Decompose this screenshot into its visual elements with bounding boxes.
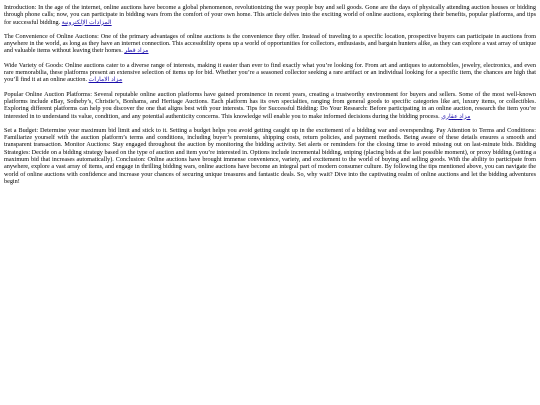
paragraph-platforms [4, 91, 536, 120]
paragraph-budget-conclusion [4, 127, 536, 185]
link-real-estate-auction-arabic[interactable]: مزاد عقاري [441, 112, 471, 120]
paragraph-text: Wide Variety of Goods: Online auctions cater to a diverse range of interests, making it easier than ever to find exactly what you’re looking for. From art and antiques to automobiles, jewelry, electronics, and even rare memorabilia, these platforms present an extensive selection of items up for bid. Whether you’re a seasoned collector seeking a rare artifact or an individual looking for a specific item, the chances are high that you’ll find it at an online auction. [4, 61, 536, 84]
link-emirates-auction-arabic[interactable]: مزاد الامارات [88, 76, 123, 84]
link-qatar-auction-arabic[interactable]: مزاد قطر [124, 47, 149, 55]
paragraph-text: Popular Online Auction Platforms: Several reputable online auction platforms have gained prominence in recent years, creating a trustworthy environment for buyers and sellers. Some of the most well-known platforms include eBay, Sotheby’s, Christie’s, Bonhams, and Heritage Auctions. Each platform has its own specialties, ranging from general goods to specific categories like art, luxury items, or collectibles. Exploring different platforms can help you discover the one that aligns best with your interests. Tips for Successful Bidding: Do Your Research: Before participating in an online auction, research the item you’re interested in to understand its value, condition, and any potential authenticity concerns. This knowledge will enable you to make informed decisions during the bidding process. [4, 90, 536, 120]
paragraph-text: Introduction: In the age of the internet, online auctions have become a global phenomenon, revolutionizing the way people buy and sell goods. Gone are the days of physically attending auction houses or bidding through phone calls; now, you can participate in bidding wars from the comfort of your own home. This article delves into the exciting world of online auctions, exploring their benefits, popular platforms, and tips for successful bidding. [4, 4, 536, 26]
paragraph-convenience [4, 33, 536, 55]
paragraph-text: The Convenience of Online Auctions: One of the primary advantages of online auctions is the convenience they offer. Instead of traveling to a specific location, prospective buyers can participate in auctions from anywhere in the world, as long as they have an internet connection. This accessibility opens up a world of opportunities for collectors, enthusiasts, and bargain hunters alike, as they can explore a vast array of unique and valuable items without leaving their homes. [4, 32, 536, 55]
paragraph-variety [4, 62, 536, 84]
paragraph-text: Set a Budget: Determine your maximum bid limit and stick to it. Setting a budget helps you avoid getting caught up in the excitement of a bidding war and overspending. Pay Attention to Terms and Conditions: Familiarize yourself with the auction platform’s terms and conditions, including buyer’s premiums, shipping costs, return policies, and payment methods. Being aware of these details ensures a smooth and transparent transaction. Monitor Auctions: Stay engaged throughout the auction by monitoring the bidding activity. Set alerts or reminders for the closing time to avoid missing out on last-minute bids. Bidding Strategies: Decide on a bidding strategy based on the type of auction and item you’re interested in. Options include incremental bidding, sniping (placing bids at the last possible moment), or proxy bidding (setting a maximum bid that increases automatically). Conclusion: Online auctions have brought immense convenience, variety, and excitement to the world of buying and selling goods. With the ability to participate from anywhere, explore a vast array of items, and engage in thrilling bidding wars, online auctions have become an integral part of modern consumer culture. By following the tips mentioned above, you can navigate the world of online auctions with confidence and increase your chances of securing unique treasures and fantastic deals. So, why wait? Dive into the captivating realm of online auctions and let the bidding adventures begin! [4, 126, 536, 185]
link-online-auctions-arabic[interactable]: المزادات الإلكترونية [61, 18, 112, 26]
paragraph-introduction [4, 4, 536, 26]
